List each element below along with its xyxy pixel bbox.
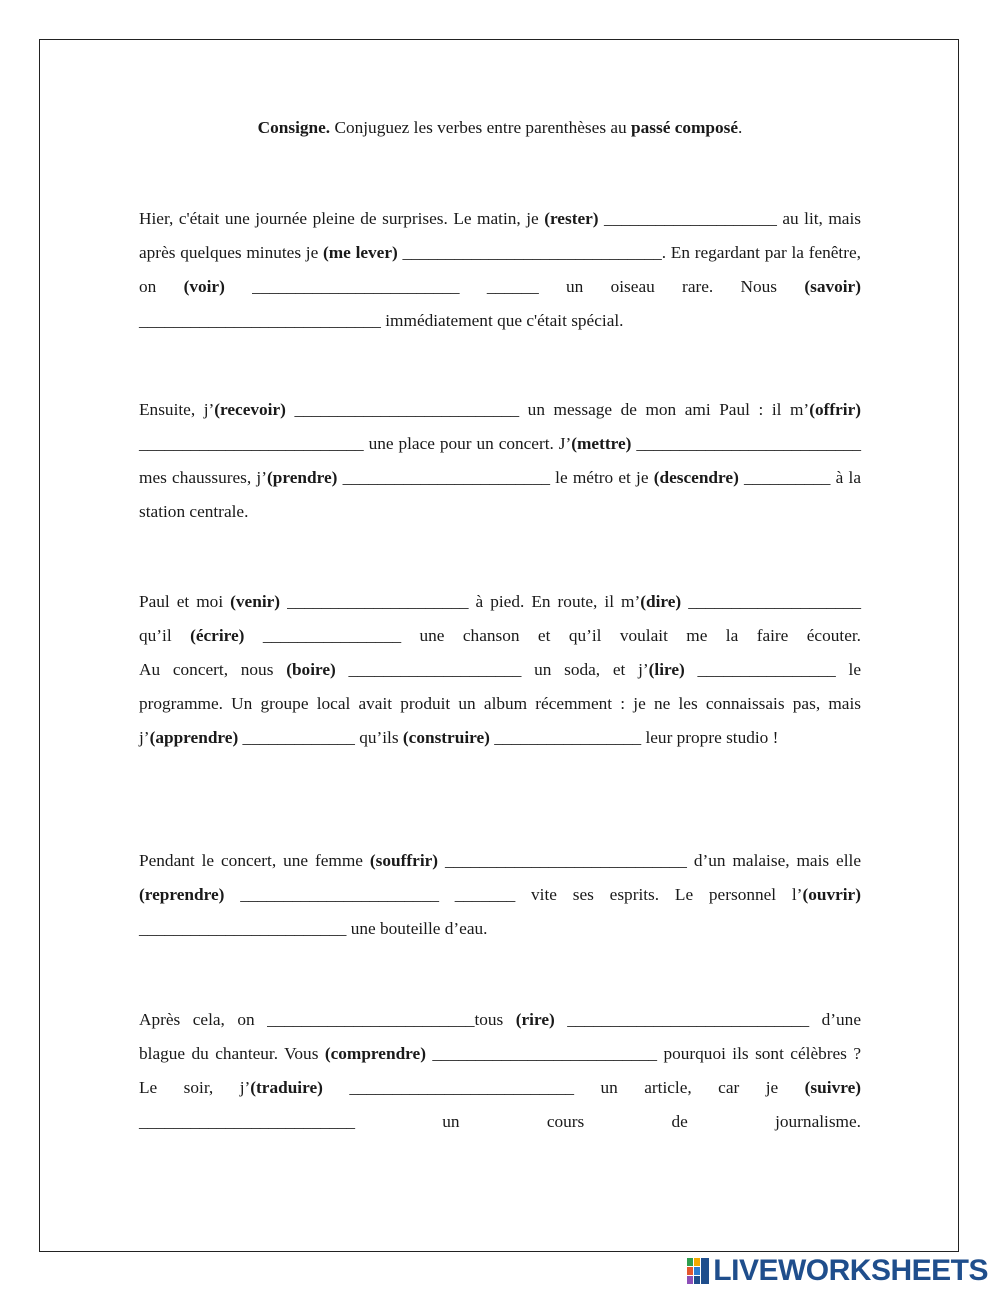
liveworksheets-logo-icon: [687, 1258, 709, 1284]
verb-ecrire: (écrire): [190, 626, 245, 645]
paragraph-2: Ensuite, j’(recevoir) __________________________ un message de mon ami Paul : il m’(offrir) __________________________ une place pour un concert. J’(mettre) __________________________ mes chaussures, j’(prendre) ________________________ le métro et je (descendre) __________ à la station centrale.: [139, 400, 861, 521]
answer-blank[interactable]: __________________________: [636, 434, 861, 453]
answer-blank[interactable]: __________________________: [294, 400, 520, 419]
verb-souffrir: (souffrir): [369, 851, 439, 870]
verb-voir: (voir): [183, 277, 225, 296]
verb-comprendre: (comprendre): [324, 1044, 426, 1063]
verb-savoir: (savoir): [804, 277, 861, 296]
paragraph-3-second-part: Au concert, nous (boire) ____________________ un soda, et j’(lire) ________________ le programme. Un groupe local avait produit un album récemment : je ne les connaissais pas, mais j’(apprendre) _____________ qu’ils (construire) _________________ leur propre studio !: [139, 660, 861, 747]
verb-prendre: (prendre): [266, 468, 338, 487]
paragraph-5: [139, 1003, 861, 1139]
verb-apprendre: (apprendre): [149, 728, 239, 747]
answer-blank[interactable]: _____________: [242, 728, 355, 747]
answer-blank[interactable]: ____________________: [348, 660, 522, 679]
answer-blank[interactable]: ____________________________: [139, 311, 381, 330]
answer-blank[interactable]: ________________________: [267, 1010, 475, 1029]
answer-blank[interactable]: ________________________: [252, 277, 460, 296]
verb-lire: (lire): [648, 660, 685, 679]
paragraph-5-second-part: Le soir, j’(traduire) __________________________ un article, car je (suivre) _________________________ un cours de journalisme.: [139, 1078, 861, 1131]
answer-blank[interactable]: ________________: [262, 626, 402, 645]
answer-blank[interactable]: __________: [744, 468, 831, 487]
verb-offrir: (offrir): [809, 400, 861, 419]
paragraph-3: [139, 585, 861, 755]
verb-dire: (dire): [640, 592, 682, 611]
verb-suivre: (suivre): [804, 1078, 861, 1097]
verb-recevoir: (recevoir): [214, 400, 286, 419]
verb-ouvrir: (ouvrir): [802, 885, 861, 904]
answer-blank[interactable]: _____________________: [287, 592, 469, 611]
brand-name: LIVEWORKSHEETS: [713, 1254, 988, 1287]
verb-rire: (rire): [515, 1010, 555, 1029]
answer-blank[interactable]: ________________________: [139, 919, 347, 938]
liveworksheets-brand: [687, 1256, 988, 1286]
paragraph-3-first-part: Paul et moi (venir) _____________________ à pied. En route, il m’(dire) ____________________ qu’il (écrire) ________________ une chanson et qu’il voulait me la faire écouter.: [139, 592, 862, 645]
answer-blank[interactable]: ______________________________: [402, 243, 662, 262]
answer-blank[interactable]: _______________________: [240, 885, 439, 904]
answer-blank[interactable]: ____________________________: [444, 851, 687, 870]
answer-blank[interactable]: ________________________: [342, 468, 550, 487]
answer-blank[interactable]: ____________________: [604, 209, 777, 228]
verb-rester: (rester): [544, 209, 599, 228]
verb-venir: (venir): [230, 592, 281, 611]
answer-blank[interactable]: __________________________: [349, 1078, 575, 1097]
verb-traduire: (traduire): [250, 1078, 323, 1097]
verb-me-lever: (me lever): [323, 243, 398, 262]
answer-blank[interactable]: ________________: [697, 660, 836, 679]
answer-blank[interactable]: ____________________: [688, 592, 862, 611]
answer-blank[interactable]: __________________________: [432, 1044, 658, 1063]
verb-descendre: (descendre): [653, 468, 739, 487]
paragraph-4: Pendant le concert, une femme (souffrir) ____________________________ d’un malaise, mais elle (reprendre) _______________________ _______ vite ses esprits. Le personnel l’(ouvrir) ________________________ une bouteille d’eau.: [139, 851, 861, 938]
answer-blank[interactable]: ____________________________: [567, 1010, 810, 1029]
verb-boire: (boire): [286, 660, 336, 679]
answer-blank[interactable]: __________________________: [139, 434, 364, 453]
answer-blank[interactable]: _________________________: [139, 1112, 356, 1131]
answer-blank[interactable]: ______: [486, 277, 539, 296]
answer-blank[interactable]: _______: [454, 885, 516, 904]
paragraph-1: Hier, c'était une journée pleine de surprises. Le matin, je (rester) ____________________ au lit, mais après quelques minutes je (me lever) ______________________________. En regardant par la fenêtre, on (voir) ________________________ ______ un oiseau rare. Nous (savoir) ____________________________ immédiatement que c'était spécial.: [139, 209, 861, 330]
instruction: Consigne. Conjuguez les verbes entre parenthèses au passé composé.: [257, 118, 743, 137]
verb-construire: (construire): [402, 728, 490, 747]
verb-mettre: (mettre): [571, 434, 632, 453]
answer-blank[interactable]: _________________: [494, 728, 642, 747]
paragraph-5-first-part: Après cela, on ________________________tous (rire) ____________________________ d’une blague du chanteur. Vous (comprendre) __________________________ pourquoi ils sont célèbres ?: [139, 1010, 861, 1063]
verb-reprendre: (reprendre): [139, 885, 225, 904]
